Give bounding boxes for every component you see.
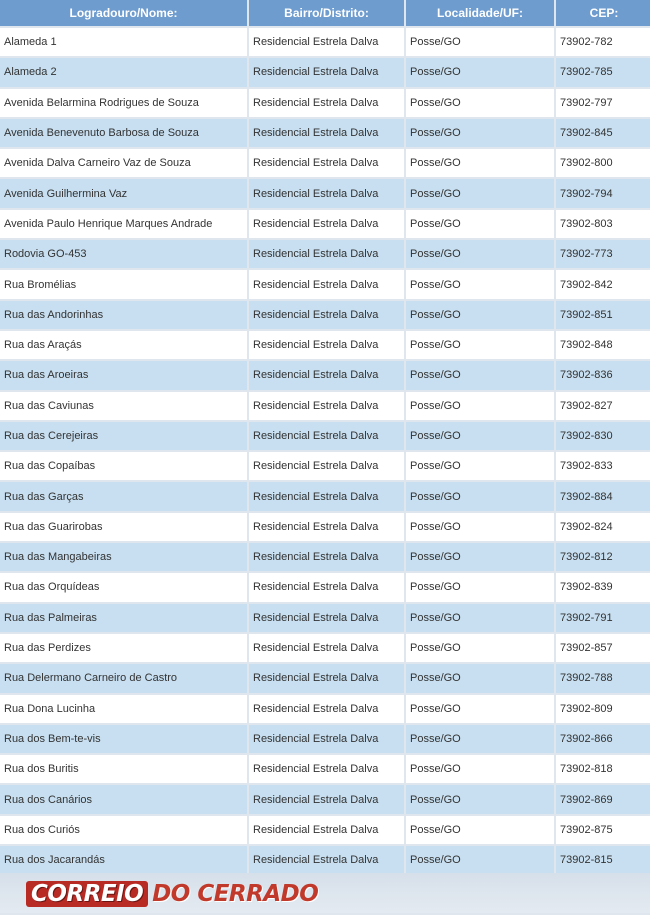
cell-bairro: Residencial Estrela Dalva <box>249 816 404 844</box>
cell-bairro: Residencial Estrela Dalva <box>249 149 404 177</box>
table-row <box>0 604 650 632</box>
cell-cep: 73902-785 <box>556 58 650 86</box>
cell-logradouro: Alameda 1 <box>0 28 247 56</box>
cell-localidade: Posse/GO <box>406 604 554 632</box>
cell-bairro: Residencial Estrela Dalva <box>249 604 404 632</box>
cell-bairro: Residencial Estrela Dalva <box>249 270 404 298</box>
table-row <box>0 301 650 329</box>
table-row <box>0 149 650 177</box>
cell-localidade: Posse/GO <box>406 361 554 389</box>
cell-localidade: Posse/GO <box>406 785 554 813</box>
cell-cep: 73902-803 <box>556 210 650 238</box>
header-bairro: Bairro/Distrito: <box>249 0 404 26</box>
cell-localidade: Posse/GO <box>406 513 554 541</box>
cell-logradouro: Rua das Cerejeiras <box>0 422 247 450</box>
cell-cep: 73902-830 <box>556 422 650 450</box>
table-row <box>0 58 650 86</box>
correio-do-cerrado-logo <box>20 879 324 909</box>
cell-cep: 73902-845 <box>556 119 650 147</box>
cell-bairro: Residencial Estrela Dalva <box>249 58 404 86</box>
table-row <box>0 452 650 480</box>
cell-localidade: Posse/GO <box>406 573 554 601</box>
cell-logradouro: Rua dos Jacarandás <box>0 846 247 874</box>
cell-bairro: Residencial Estrela Dalva <box>249 89 404 117</box>
table-row <box>0 240 650 268</box>
cell-localidade: Posse/GO <box>406 634 554 662</box>
table-row <box>0 755 650 783</box>
cell-logradouro: Rua das Araçás <box>0 331 247 359</box>
cell-cep: 73902-815 <box>556 846 650 874</box>
cell-logradouro: Avenida Dalva Carneiro Vaz de Souza <box>0 149 247 177</box>
cell-bairro: Residencial Estrela Dalva <box>249 785 404 813</box>
table-row <box>0 543 650 571</box>
cell-cep: 73902-839 <box>556 573 650 601</box>
cell-logradouro: Rua das Guarirobas <box>0 513 247 541</box>
cell-bairro: Residencial Estrela Dalva <box>249 28 404 56</box>
cell-bairro: Residencial Estrela Dalva <box>249 543 404 571</box>
logo-word-correio: CORREIO <box>26 881 148 907</box>
cell-localidade: Posse/GO <box>406 755 554 783</box>
cell-localidade: Posse/GO <box>406 331 554 359</box>
cell-localidade: Posse/GO <box>406 58 554 86</box>
cell-bairro: Residencial Estrela Dalva <box>249 392 404 420</box>
cell-logradouro: Rua dos Buritis <box>0 755 247 783</box>
cell-localidade: Posse/GO <box>406 210 554 238</box>
table-row <box>0 664 650 692</box>
cell-localidade: Posse/GO <box>406 482 554 510</box>
cell-logradouro: Rua Bromélias <box>0 270 247 298</box>
cell-bairro: Residencial Estrela Dalva <box>249 634 404 662</box>
cell-localidade: Posse/GO <box>406 89 554 117</box>
cell-cep: 73902-818 <box>556 755 650 783</box>
table-row <box>0 846 650 874</box>
cell-cep: 73902-773 <box>556 240 650 268</box>
cell-cep: 73902-809 <box>556 695 650 723</box>
cell-cep: 73902-794 <box>556 179 650 207</box>
table-row <box>0 392 650 420</box>
cell-localidade: Posse/GO <box>406 301 554 329</box>
cell-localidade: Posse/GO <box>406 846 554 874</box>
table-row <box>0 422 650 450</box>
cell-bairro: Residencial Estrela Dalva <box>249 361 404 389</box>
cell-logradouro: Rodovia GO-453 <box>0 240 247 268</box>
cell-logradouro: Rua das Copaíbas <box>0 452 247 480</box>
cell-bairro: Residencial Estrela Dalva <box>249 482 404 510</box>
cell-localidade: Posse/GO <box>406 422 554 450</box>
cell-localidade: Posse/GO <box>406 816 554 844</box>
cell-bairro: Residencial Estrela Dalva <box>249 179 404 207</box>
cell-localidade: Posse/GO <box>406 179 554 207</box>
cell-cep: 73902-827 <box>556 392 650 420</box>
cell-logradouro: Rua das Perdizes <box>0 634 247 662</box>
cell-logradouro: Rua das Mangabeiras <box>0 543 247 571</box>
cell-bairro: Residencial Estrela Dalva <box>249 664 404 692</box>
cell-cep: 73902-842 <box>556 270 650 298</box>
cell-localidade: Posse/GO <box>406 119 554 147</box>
cell-bairro: Residencial Estrela Dalva <box>249 755 404 783</box>
cell-cep: 73902-875 <box>556 816 650 844</box>
cell-bairro: Residencial Estrela Dalva <box>249 695 404 723</box>
cell-logradouro: Avenida Benevenuto Barbosa de Souza <box>0 119 247 147</box>
cell-logradouro: Rua dos Canários <box>0 785 247 813</box>
cell-logradouro: Rua das Palmeiras <box>0 604 247 632</box>
cell-logradouro: Rua das Andorinhas <box>0 301 247 329</box>
cell-logradouro: Rua das Orquídeas <box>0 573 247 601</box>
table-row <box>0 482 650 510</box>
cell-logradouro: Rua Delermano Carneiro de Castro <box>0 664 247 692</box>
logo-word-do-cerrado: DO CERRADO <box>152 881 319 907</box>
cell-cep: 73902-788 <box>556 664 650 692</box>
table-row <box>0 695 650 723</box>
cell-localidade: Posse/GO <box>406 28 554 56</box>
header-localidade: Localidade/UF: <box>406 0 554 26</box>
table-row <box>0 816 650 844</box>
cell-cep: 73902-857 <box>556 634 650 662</box>
cell-localidade: Posse/GO <box>406 725 554 753</box>
cell-logradouro: Alameda 2 <box>0 58 247 86</box>
table-row <box>0 725 650 753</box>
cell-cep: 73902-869 <box>556 785 650 813</box>
cell-cep: 73902-848 <box>556 331 650 359</box>
cell-bairro: Residencial Estrela Dalva <box>249 573 404 601</box>
cell-bairro: Residencial Estrela Dalva <box>249 422 404 450</box>
cell-cep: 73902-851 <box>556 301 650 329</box>
cell-bairro: Residencial Estrela Dalva <box>249 119 404 147</box>
cell-cep: 73902-782 <box>556 28 650 56</box>
cell-cep: 73902-836 <box>556 361 650 389</box>
table-row <box>0 119 650 147</box>
table-row <box>0 89 650 117</box>
table-row <box>0 179 650 207</box>
table-row <box>0 361 650 389</box>
cell-cep: 73902-884 <box>556 482 650 510</box>
cell-cep: 73902-791 <box>556 604 650 632</box>
cell-bairro: Residencial Estrela Dalva <box>249 725 404 753</box>
cell-cep: 73902-866 <box>556 725 650 753</box>
cell-localidade: Posse/GO <box>406 392 554 420</box>
cell-cep: 73902-812 <box>556 543 650 571</box>
table-header-row <box>0 0 650 26</box>
cell-bairro: Residencial Estrela Dalva <box>249 846 404 874</box>
cell-cep: 73902-800 <box>556 149 650 177</box>
cell-logradouro: Avenida Paulo Henrique Marques Andrade <box>0 210 247 238</box>
cell-cep: 73902-797 <box>556 89 650 117</box>
cell-cep: 73902-824 <box>556 513 650 541</box>
table-row <box>0 634 650 662</box>
cell-logradouro: Rua das Aroeiras <box>0 361 247 389</box>
table-row <box>0 28 650 56</box>
cell-localidade: Posse/GO <box>406 270 554 298</box>
header-cep: CEP: <box>556 0 650 26</box>
cell-localidade: Posse/GO <box>406 452 554 480</box>
cell-bairro: Residencial Estrela Dalva <box>249 331 404 359</box>
cell-bairro: Residencial Estrela Dalva <box>249 301 404 329</box>
cell-bairro: Residencial Estrela Dalva <box>249 513 404 541</box>
cell-logradouro: Rua das Garças <box>0 482 247 510</box>
cell-localidade: Posse/GO <box>406 240 554 268</box>
header-logradouro: Logradouro/Nome: <box>0 0 247 26</box>
cell-logradouro: Rua dos Bem-te-vis <box>0 725 247 753</box>
table-row <box>0 785 650 813</box>
cell-localidade: Posse/GO <box>406 543 554 571</box>
cell-bairro: Residencial Estrela Dalva <box>249 452 404 480</box>
cell-logradouro: Rua dos Curiós <box>0 816 247 844</box>
cell-logradouro: Rua Dona Lucinha <box>0 695 247 723</box>
cell-localidade: Posse/GO <box>406 149 554 177</box>
cell-logradouro: Rua das Caviunas <box>0 392 247 420</box>
cell-logradouro: Avenida Belarmina Rodrigues de Souza <box>0 89 247 117</box>
cell-localidade: Posse/GO <box>406 664 554 692</box>
table-row <box>0 513 650 541</box>
table-row <box>0 270 650 298</box>
table-row <box>0 573 650 601</box>
table-row <box>0 331 650 359</box>
cell-logradouro: Avenida Guilhermina Vaz <box>0 179 247 207</box>
table-row <box>0 210 650 238</box>
cell-localidade: Posse/GO <box>406 695 554 723</box>
cell-cep: 73902-833 <box>556 452 650 480</box>
cell-bairro: Residencial Estrela Dalva <box>249 240 404 268</box>
cell-bairro: Residencial Estrela Dalva <box>249 210 404 238</box>
